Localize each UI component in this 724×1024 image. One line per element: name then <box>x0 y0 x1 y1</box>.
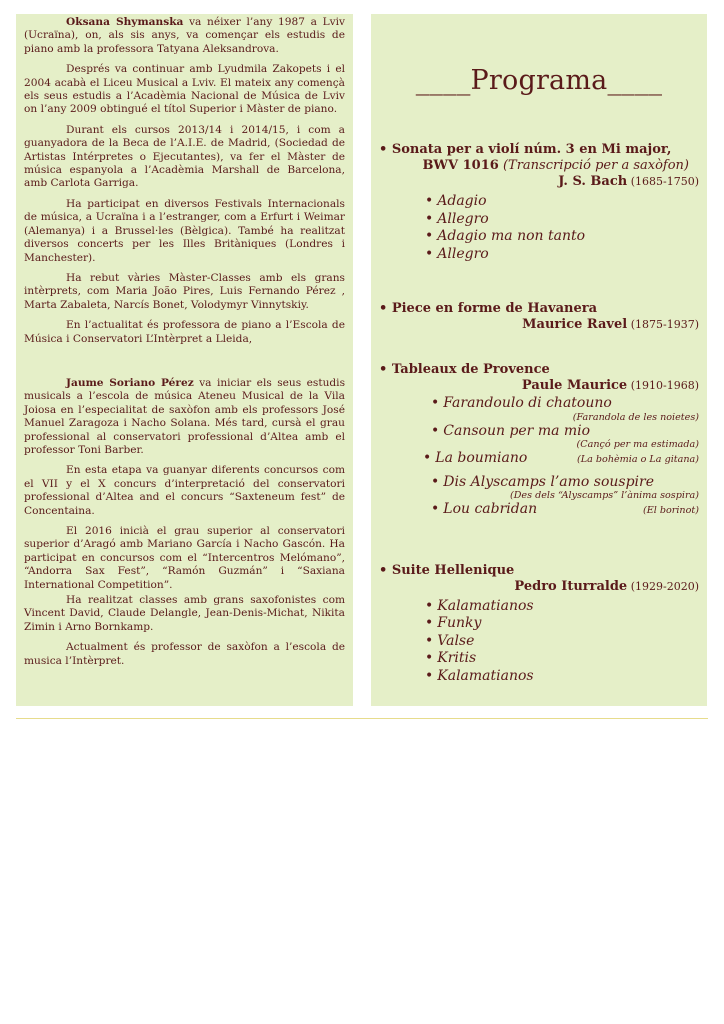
movement-list <box>425 598 699 686</box>
movement-item: • Funky <box>425 615 482 631</box>
bio-paragraph: Durant els cursos 2013/14 i 2014/15, i com a guanyadora de la Beca de l’A.I.E. de Madrid, (Sociedad de Artistas Intérpretes o Ejecutantes), va fer el Màster de música espanyola a l’Acadèmia Marshall de Barcelona, amb Carlota Garriga. <box>24 123 345 190</box>
work-composer: Paule Maurice (1910-1968) <box>521 378 699 393</box>
movement-item: • Kalamatianos <box>425 667 534 684</box>
bio-paragraph: Després va continuar amb Lyudmila Zakopets i el 2004 acabà el Liceu Musical a Lviv. El mateix any començà els seus estudis a l’Acadèmia Nacional de Música de Lviv on l’any 2009 obtingué el títol Superior i Màster de piano. <box>24 63 345 116</box>
program-work <box>379 563 699 686</box>
movement-item: • Lou cabridan (El borinot) <box>431 501 699 517</box>
bio-paragraph: El 2016 inicià el grau superior al conservatori superior d’Aragó amb Mariano García i Nacho Gascón. Ha participat en concursos com el “Intercentros Melómano”, “Andorra Sax Fest”, “Ramón Guzmán” i “Saxiana International Competition”. <box>24 525 345 591</box>
bio-paragraph: Jaume Soriano Pérez va iniciar els seus estudis musicals a l’escola de música Ateneu Musical de la Vila Joiosa en l’especialitat de saxòfon amb els professors José Manuel Zaragoza i Nacho Solana. Més tard, cursà el grau professional al conservatori professional d’Altea amb el professor Toni Barber. <box>24 376 346 456</box>
program-work <box>379 142 699 263</box>
movement-item: • Adagio ma non tanto <box>425 228 586 244</box>
movement-item: • La boumiano (La bohèmia o La gitana) <box>423 450 699 466</box>
work-title: • Sonata per a violí núm. 3 en Mi major, <box>379 142 672 157</box>
movement-item: • Kalamatianos <box>425 597 534 614</box>
bio-paragraph: Ha rebut vàries Màster-Classes amb els grans intèrprets, com Maria João Pires, Luis Fernando Pérez , Marta Zabaleta, Narcís Bonet, Volodymyr Vinnytskiy. <box>24 271 345 311</box>
program-work <box>379 301 699 333</box>
spacer <box>24 353 345 377</box>
movement-item: • Kritis <box>425 650 477 666</box>
bio-paragraph: En esta etapa va guanyar diferents concursos com el VII y el X concurs d’interpretació del conservatori professional d’Altea and el concurs “Saxteneum fest” de Concentaina. <box>24 464 345 517</box>
movement-item: • Valse <box>425 632 475 649</box>
work-catalog: BWV 1016 (Transcripció per a saxòfon) <box>422 158 689 173</box>
movement-item: • Farandoulo di chatouno (Farandola de les noietes) <box>431 395 699 423</box>
work-title: • Suite Hellenique <box>379 562 515 578</box>
bio-paragraph: Ha realitzat classes amb grans saxofonistes com Vincent David, Claude Delangle, Jean-Denis-Michat, Nikita Zimin i Arno Bornkamp. <box>24 594 345 633</box>
work-composer: J. S. Bach (1685-1750) <box>558 174 699 189</box>
bio-paragraph: Oksana Shymanska va néixer l’any 1987 a Lviv (Ucraïna), on, als sis anys, va començar els estudis de piano amb la professora Tatyana Aleksandrova. <box>24 16 346 55</box>
bio-paragraph: Actualment és professor de saxòfon a l’escola de musica l’Intèrpret. <box>24 641 345 667</box>
program-panel <box>371 14 707 706</box>
work-title: • Piece en forme de Havanera <box>379 301 598 316</box>
movement-item: • Allegro <box>425 210 489 227</box>
movement-item: • Dis Alyscamps l’amo souspire (Des dels “Alyscamps” l’ànima sospira) <box>431 473 699 501</box>
program-work <box>379 362 699 519</box>
movement-item: • Adagio <box>425 193 487 209</box>
work-composer: Pedro Iturralde (1929-2020) <box>514 578 699 594</box>
biography-panel <box>16 14 353 706</box>
program-title: ____Programa____ <box>415 65 663 96</box>
movement-item: • Cansoun per ma mio (Cançó per ma estimada) <box>431 422 699 450</box>
page-divider <box>16 718 708 719</box>
bio-paragraph: Ha participat en diversos Festivals Internacionals de música, a Ucraïna i a l’estranger, com a Erfurt i Weimar (Alemanya) i a Brussel·les (Bèlgica). També ha realitzat diversos concerts per les Illes Britàniques (Londres i Manchester). <box>24 197 345 264</box>
movement-list <box>423 395 699 519</box>
work-composer: Maurice Ravel (1875-1937) <box>522 317 699 332</box>
performer-name: Oksana Shymanska <box>66 16 184 28</box>
work-title: • Tableaux de Provence <box>379 362 550 377</box>
movement-item: • Allegro <box>425 245 489 262</box>
movement-list <box>425 193 699 263</box>
bio-paragraph: En l’actualitat és professora de piano a l’Escola de Música i Conservatori L’Intèrpret a Lleida, <box>24 319 345 345</box>
performer-name: Jaume Soriano Pérez <box>66 376 194 389</box>
